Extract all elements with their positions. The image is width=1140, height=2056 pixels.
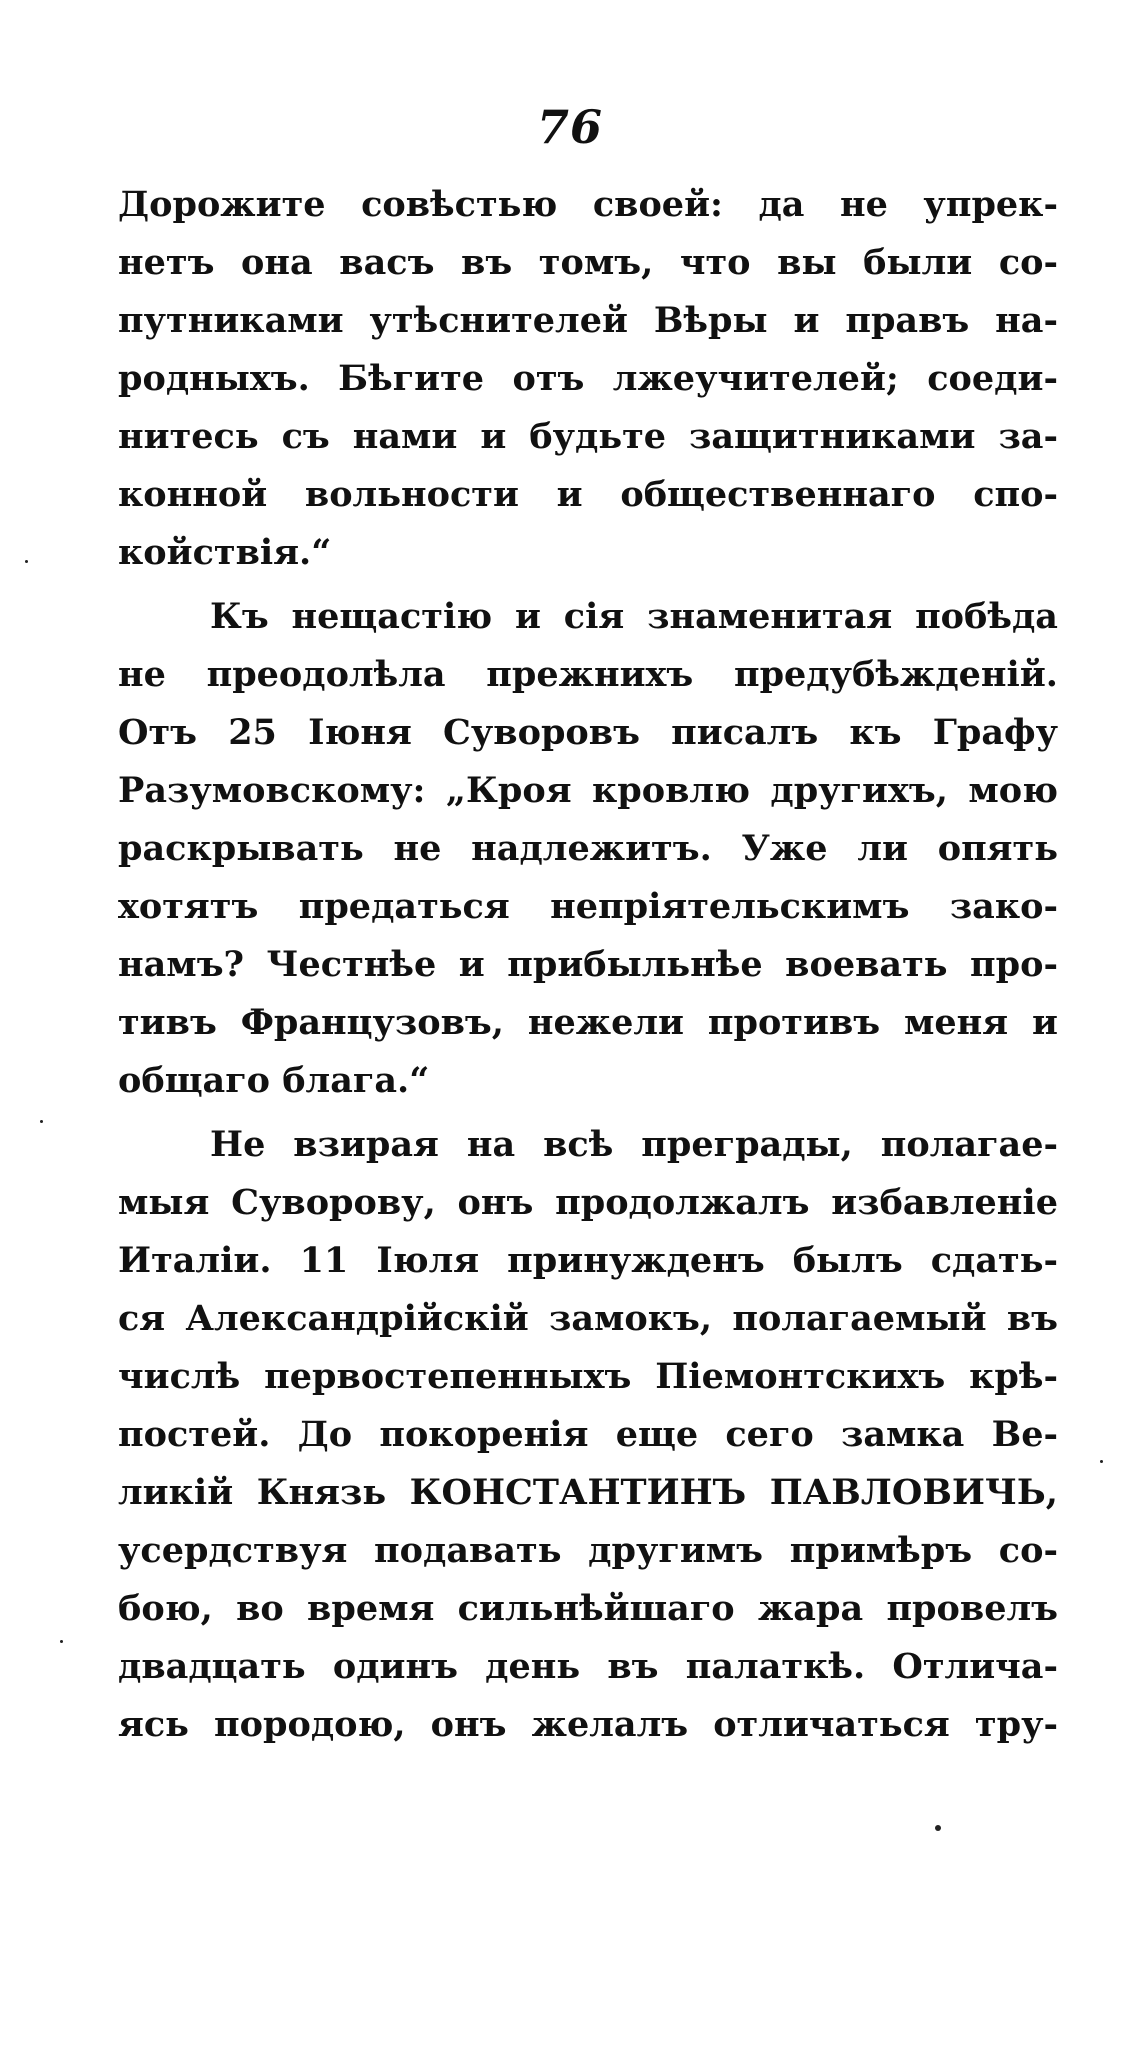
text-line: усердствуя подавать другимъ примѣръ со- [118, 1530, 1058, 1571]
text-line: Отъ 25 Іюня Суворовъ писалъ къ Графу [118, 712, 1058, 753]
scan-speck [40, 1120, 43, 1123]
text-line: путниками утѣснителей Вѣры и правъ на- [118, 300, 1058, 341]
text-line: хотятъ предаться непріятельскимъ зако- [118, 886, 1058, 927]
text-line: родныхъ. Бѣгите отъ лжеучителей; соеди- [118, 358, 1058, 399]
text-line: койствія.“ [118, 532, 332, 573]
text-line: Дорожите совѣстью своей: да не упрек- [118, 184, 1058, 225]
text-line: ясь породою, онъ желалъ отличаться тру- [118, 1704, 1058, 1745]
text-line: двадцать одинъ день въ палаткѣ. Отлича- [118, 1646, 1058, 1687]
paragraph-3 [118, 1116, 1058, 1754]
text-line: бою, во время сильнѣйшаго жара провелъ [118, 1588, 1058, 1629]
text-line: числѣ первостепенныхъ Піемонтскихъ крѣ- [118, 1356, 1058, 1397]
text-line: нетъ она васъ въ томъ, что вы были со- [118, 242, 1058, 283]
scan-speck [935, 1825, 941, 1831]
scan-speck [25, 560, 28, 563]
text-line: Италіи. 11 Іюля принужденъ былъ сдать- [118, 1240, 1058, 1281]
text-line: постей. До покоренія еще сего замка Ве- [118, 1414, 1058, 1455]
scan-speck [60, 1640, 63, 1643]
text-line: не преодолѣла прежнихъ предубѣжденій. [118, 654, 1058, 695]
text-line: общаго блага.“ [118, 1060, 430, 1101]
text-line: намъ? Честнѣе и прибыльнѣе воевать про- [118, 944, 1058, 985]
text-line: ликій Князь КОНСТАНТИНЪ ПАВЛОВИЧЬ, [118, 1472, 1058, 1513]
text-line: Не взирая на всѣ преграды, полагае- [210, 1124, 1058, 1165]
text-line: ся Александрійскій замокъ, полагаемый въ [118, 1298, 1058, 1339]
text-line: конной вольности и общественнаго спо- [118, 474, 1058, 515]
text-line: мыя Суворову, онъ продолжалъ избавленіе [118, 1182, 1058, 1223]
text-line: Разумовскому: „Кроя кровлю другихъ, мою [118, 770, 1058, 811]
text-line: нитесь съ нами и будьте защитниками за- [118, 416, 1058, 457]
page-number: 76 [536, 100, 603, 154]
scan-speck [1100, 1460, 1103, 1463]
page-body-text [118, 176, 1058, 1754]
paragraph-1 [118, 176, 1058, 582]
paragraph-2 [118, 588, 1058, 1110]
text-line: раскрывать не надлежитъ. Уже ли опять [118, 828, 1058, 869]
text-line: тивъ Французовъ, нежели противъ меня и [118, 1002, 1058, 1043]
text-line: Къ нещастію и сія знаменитая побѣда [210, 596, 1058, 637]
